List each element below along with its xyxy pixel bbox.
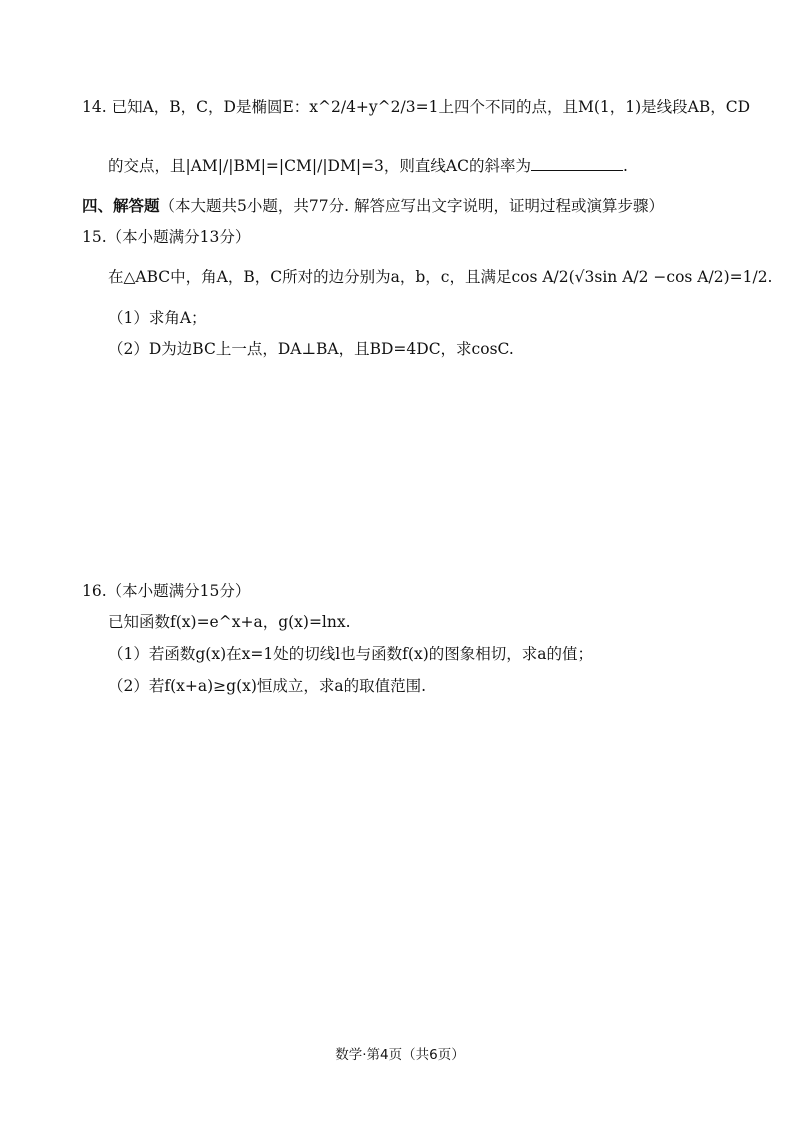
q15-part-1: （1）求角A； (108, 309, 207, 327)
page-footer: 数学·第4页（共6页） (335, 1047, 465, 1063)
q16-stem: 已知函数f(x)=e^x+a，g(x)=lnx. (108, 613, 351, 631)
section-title: 四、解答题 (82, 197, 160, 215)
section-heading (82, 197, 664, 216)
q16-part-2: （2）若f(x+a)≥g(x)恒成立，求a的取值范围. (108, 677, 427, 695)
q15-stem: 在△ABC中，角A，B，C所对的边分别为a，b，c，且满足cos A/2(√3sin A/2 −cos A/2)=1/2. (108, 268, 773, 286)
answer-blank (531, 156, 623, 171)
section-note: （本大题共5小题，共77分. 解答应写出文字说明，证明过程或演算步骤） (159, 197, 664, 215)
q16-part-1: （1）若函数g(x)在x=1处的切线l也与函数f(x)的图象相切，求a的值； (108, 645, 593, 663)
q14-line-1: 14. 已知A，B，C，D是椭圆E：x^2/4+y^2/3=1上四个不同的点，且M(1，1)是线段AB，CD (82, 98, 751, 116)
q14-line-2-text: 的交点，且|AM|/|BM|=|CM|/|DM|=3，则直线AC的斜率为 (108, 157, 531, 175)
q16-header: 16.（本小题满分15分） (82, 582, 251, 600)
q14-line-2 (108, 156, 628, 176)
q15-part-2: （2）D为边BC上一点，DA⊥BA，且BD=4DC，求cosC. (108, 340, 514, 358)
q14-line-2-end: . (622, 157, 628, 175)
q15-header: 15.（本小题满分13分） (82, 228, 251, 246)
